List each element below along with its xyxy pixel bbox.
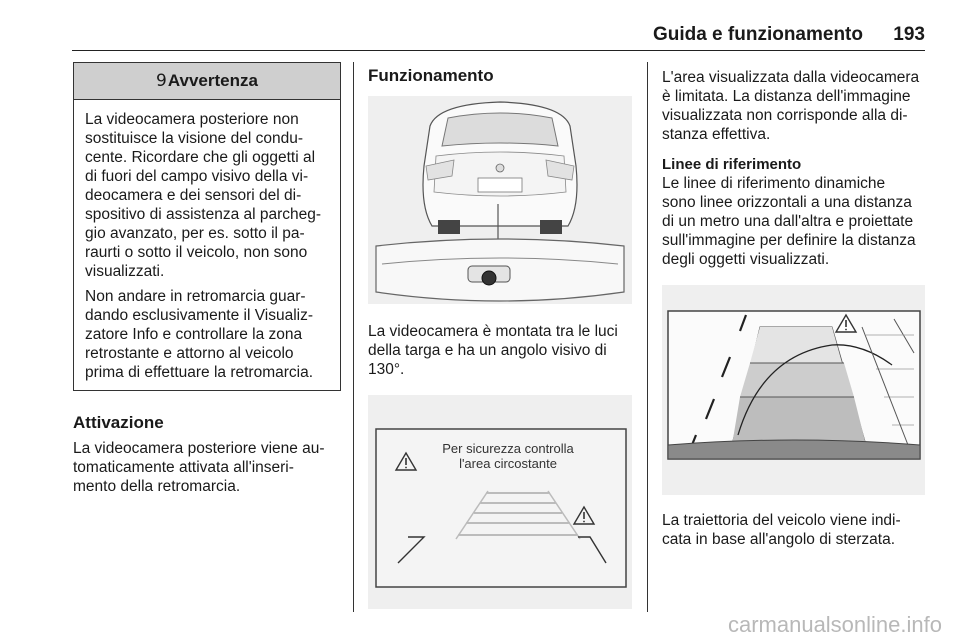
text-line: 130°. — [368, 361, 405, 378]
text-line: raurti o sotto il veicolo, non sono — [85, 244, 308, 261]
text-line: stanza effettiva. — [662, 126, 771, 143]
right-column — [662, 62, 927, 549]
display-illustration-svg — [368, 395, 632, 609]
reference-lines-svg — [662, 285, 925, 495]
warning-body — [74, 100, 340, 390]
text-line: sostituisce la visione del condu- — [85, 130, 303, 147]
warning-paragraph-1 — [85, 110, 330, 281]
reference-lines-heading: Linee di riferimento — [662, 156, 802, 173]
text-line: prima di effettuare la retromarcia. — [85, 364, 314, 381]
warning-header — [74, 63, 340, 100]
screen-message-line2: l'area circostante — [459, 456, 557, 471]
text-line: di un metro una dall'altra e proiettate — [662, 213, 914, 230]
text-line: retrostante e attorno al veicolo — [85, 345, 294, 362]
watermark: carmanualsonline.info — [727, 612, 942, 637]
text-line: di fuori del campo visivo della vi- — [85, 168, 309, 185]
operation-heading: Funzionamento — [368, 66, 494, 85]
warning-paragraph-2 — [85, 287, 330, 382]
text-line: Le linee di riferimento dinamiche — [662, 175, 886, 192]
reference-lines-text — [662, 174, 927, 269]
text-line: mento della retromarcia. — [73, 478, 241, 495]
car-illustration-svg — [368, 96, 632, 304]
text-line: dando esclusivamente il Visualiz- — [85, 307, 314, 324]
text-line: visualizzati. — [85, 263, 165, 280]
section-title: Guida e funzionamento — [652, 24, 863, 45]
text-line: La traiettoria del veicolo viene indi- — [662, 512, 901, 529]
warning-box — [73, 62, 341, 391]
warning-icon: 9 — [156, 71, 167, 91]
page-header — [72, 22, 925, 51]
text-line: cata in base all'angolo di sterzata. — [662, 531, 896, 548]
text-line: Non andare in retromarcia guar- — [85, 288, 306, 305]
column-divider-left — [353, 62, 354, 612]
middle-column — [368, 62, 632, 609]
text-line: gio avanzato, per es. sotto il pa- — [85, 225, 305, 242]
camera-display-illustration — [368, 395, 632, 609]
reference-lines-illustration — [662, 285, 925, 495]
intro-text — [662, 68, 927, 144]
text-line: La videocamera posteriore non — [85, 111, 299, 128]
trajectory-text — [662, 511, 927, 549]
text-line: deocamera e dei sensori del di- — [85, 187, 302, 204]
text-line: La videocamera posteriore viene au- — [73, 440, 325, 457]
text-line: visualizzata non corrisponde alla di- — [662, 107, 908, 124]
text-line: zatore Info e controllare la zona — [85, 326, 303, 343]
text-line: della targa e ha un angolo visivo di — [368, 342, 607, 359]
left-column — [73, 62, 341, 496]
operation-caption — [368, 322, 632, 379]
text-line: sono linee orizzontali a una distanza — [662, 194, 912, 211]
text-line: degli oggetti visualizzati. — [662, 251, 830, 268]
text-line: La videocamera è montata tra le luci — [368, 323, 618, 340]
screen-message-line1: Per sicurezza controlla — [442, 441, 574, 456]
warning-title: Avvertenza — [167, 71, 258, 90]
text-line: è limitata. La distanza dell'immagine — [662, 88, 911, 105]
page-number: 193 — [893, 24, 925, 45]
car-rear-camera-illustration — [368, 96, 632, 304]
text-line: L'area visualizzata dalla videocamera — [662, 69, 920, 86]
text-line: tomaticamente attivata all'inseri- — [73, 459, 294, 476]
activation-text — [73, 439, 341, 496]
column-divider-right — [647, 62, 648, 612]
text-line: sull'immagine per definire la distanza — [662, 232, 916, 249]
activation-heading: Attivazione — [73, 413, 164, 432]
text-line: cente. Ricordare che gli oggetti al — [85, 149, 316, 166]
text-line: spositivo di assistenza al parcheg- — [85, 206, 322, 223]
